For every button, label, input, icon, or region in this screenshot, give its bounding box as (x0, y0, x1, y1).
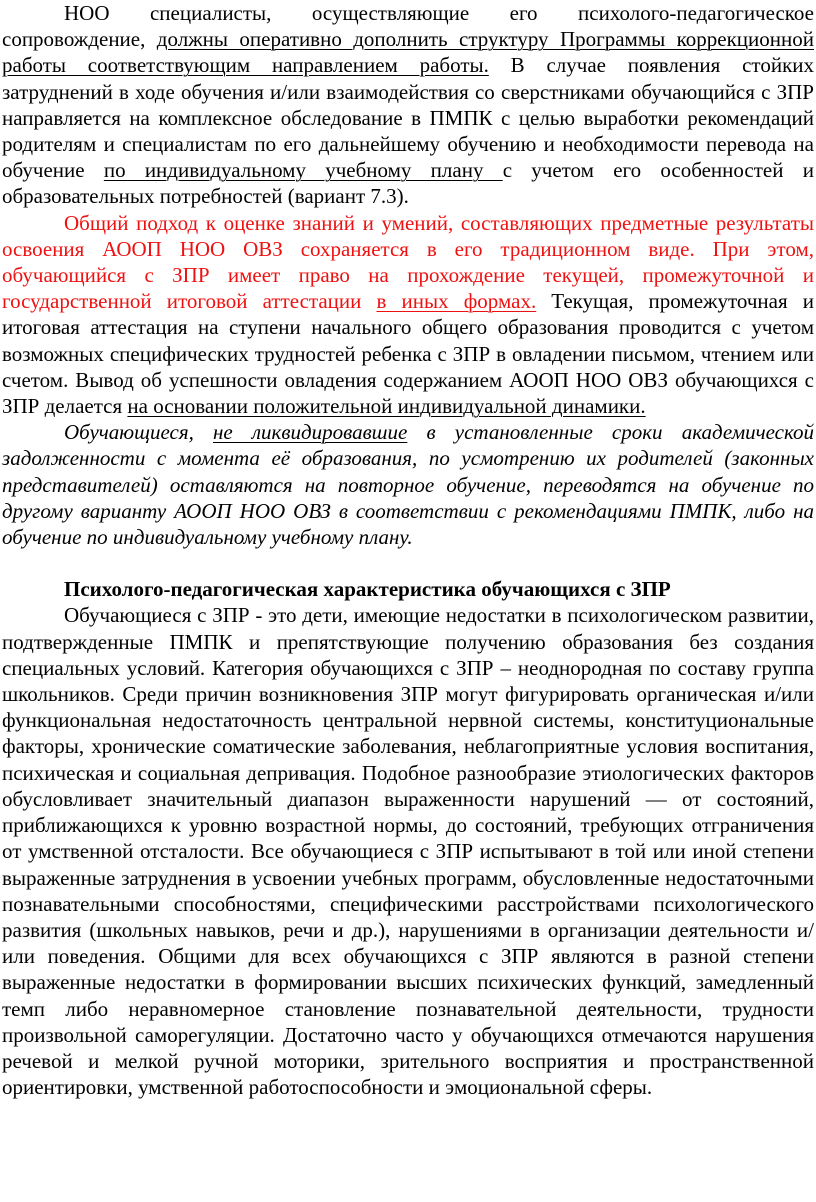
p2-red-text: Общий подход к оценке знаний и умений, составляющих предметные результаты освоения АООП НОО ОВЗ сохраняется в его традиционном виде. При этом, обучающийся с ЗПР имеет право на прохождение текущей, промежуточной и государственной итоговой аттестации (2, 210, 814, 314)
p1-underlined-1: должны оперативно дополнить структуру Программы коррекционной работы соответствующим направлением работы. (2, 27, 814, 78)
p3-underlined: не ликвидировавшие (212, 420, 408, 445)
p1-underlined-2: по индивидуальному учебному плану (103, 158, 503, 183)
p2-black-underlined: на основании положительной индивидуальной динамики. (127, 394, 646, 419)
paragraph-assessment (2, 210, 814, 420)
p3-text-1: Обучающиеся, (64, 420, 213, 445)
section-heading: Психолого-педагогическая характеристика обучающихся с ЗПР (64, 577, 671, 602)
paragraph-academic-debt (2, 419, 814, 550)
p1-text-1: НОО специалисты, осуществляющие его психолого-педагогическое сопровождение, (2, 1, 814, 52)
paragraph-characteristics: Обучающиеся с ЗПР - это дети, имеющие недостатки в психологическом развитии, подтвержденные ПМПК и препятствующие получению образования без создания специальных условий. Категория обучающихся с ЗПР – неоднородная по составу группа школьников. Среди причин возникновения ЗПР могут фигурировать органическая и/или функциональная недостаточность центральной нервной системы, конституциональные факторы, хронические соматические заболевания, неблагоприятные условия воспитания, психическая и социальная депривация. Подобное разнообразие этиологических факторов обусловливает значительный диапазон выраженности нарушений — от состояний, приближающихся к уровню возрастной нормы, до состояний, требующих отграничения от умственной отсталости. Все обучающиеся с ЗПР испытывают в той или иной степени выраженные затруднения в усвоении учебных программ, обусловленные недостаточными познавательными способностями, специфическими расстройствами психологического развития (школьных навыков, речи и др.), нарушениями в организации деятельности и/или поведения. Общими для всех обучающихся с ЗПР являются в разной степени выраженные недостатки в формировании высших психических функций, замедленный темп либо неравномерное становление познавательной деятельности, трудности произвольной саморегуляции. Достаточно часто у обучающихся отмечаются нарушения речевой и мелкой ручной моторики, зрительного восприятия и пространственной ориентировки, умственной работоспособности и эмоциональной сферы. (2, 603, 814, 1100)
paragraph-support-program (2, 0, 814, 210)
p1-text-2: В случае появления стойких затруднений в ходе обучения и/или взаимодействия со сверстниками обучающийся с ЗПР направляется на комплексное обследование в ПМПК с целью выработки рекомендаций родителям и специалистам по его дальнейшему обучению и необходимости перевода на обучение (2, 53, 815, 183)
p2-black-text: Текущая, промежуточная и итоговая аттестация на ступени начального общего образования проводится с учетом возможных специфических трудностей ребенка с ЗПР в овладении письмом, чтением или счетом. Вывод об успешности овладения содержанием АООП НОО ОВЗ обучающихся с ЗПР делается (2, 289, 814, 419)
p2-red-underlined: в иных формах. (376, 289, 537, 314)
p1-text-3: с учетом его особенностей и образовательных потребностей (вариант 7.3). (2, 158, 814, 209)
p3-text-2: в установленные сроки академической задолженности с момента её образования, по усмотрению их родителей (законных представителей) оставляются на повторное обучение, переводятся на обучение по другому варианту АООП НОО ОВЗ в соответствии с рекомендациями ПМПК, либо на обучение по индивидуальному учебному плану. (2, 420, 814, 550)
